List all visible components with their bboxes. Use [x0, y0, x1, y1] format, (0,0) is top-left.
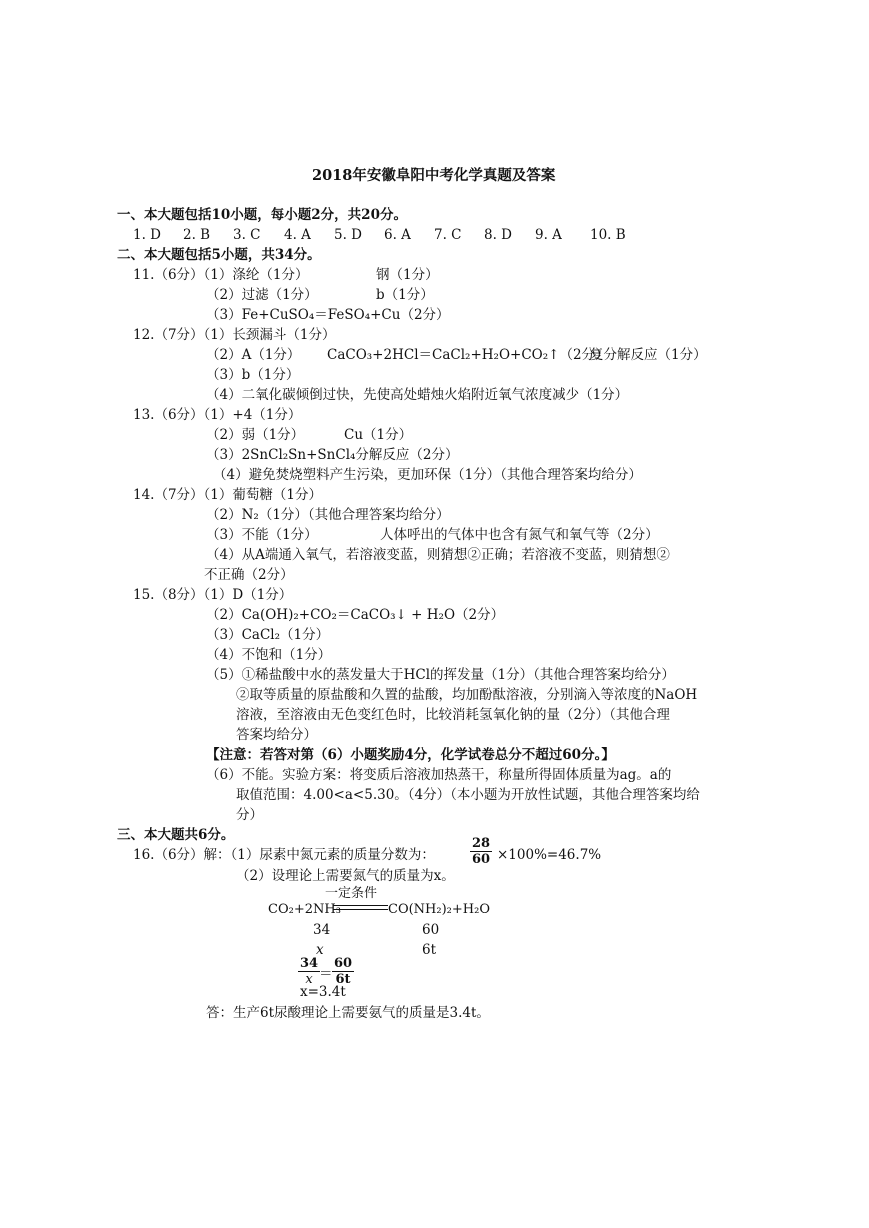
molar-mass-urea: 60	[422, 922, 440, 938]
q11-line-3: （3）Fe+CuSO₄＝FeSO₄+Cu（2分）	[206, 307, 450, 323]
nitrogen-fraction	[470, 836, 492, 867]
q12-line-2: （2）A（1分）	[206, 347, 301, 363]
q11-line-1-b: 钢（1分）	[376, 267, 439, 283]
ratio-right-denominator: 6t	[335, 972, 351, 987]
ratio-right-numerator: 60	[334, 956, 353, 971]
q14-line-1: 14.（7分）（1）葡萄糖（1分）	[133, 487, 322, 503]
section-3-heading: 三、本大题共6分。	[117, 827, 235, 843]
q13-line-2: （2）弱（1分）	[206, 427, 305, 443]
section-2-heading: 二、本大题包括5小题，共34分。	[117, 247, 321, 263]
equation-right: CO(NH₂)₂+H₂O	[388, 902, 490, 917]
answer-10: 10. B	[590, 227, 626, 243]
q15-line-10: 取值范围：4.00<a<5.30。（4分）（本小题为开放性试题，其他合理答案均给	[236, 787, 700, 803]
q14-line-3-b: 人体呼出的气体中也含有氮气和氧气等（2分）	[380, 527, 659, 543]
q16-line-1-tail: ×100%=46.7%	[497, 847, 602, 863]
answer-6: 6. A	[384, 227, 411, 243]
q16-line-1: 16.（6分）解：（1）尿素中氮元素的质量分数为：	[133, 847, 435, 863]
urea-mass: 6t	[422, 942, 437, 958]
equation-double-line-top	[333, 905, 388, 906]
equation-left: CO₂+2NH₃	[268, 902, 341, 917]
nitrogen-fraction-denominator: 60	[472, 852, 491, 867]
q16-answer: 答：生产6t尿酸理论上需要氨气的质量是3.4t。	[206, 1005, 490, 1021]
q16-result: x=3.4t	[300, 984, 346, 1000]
q14-line-4: （4）从A端通入氧气，若溶液变蓝，则猜想②正确；若溶液不变蓝，则猜想②	[206, 547, 670, 563]
nitrogen-fraction-numerator: 28	[472, 836, 491, 851]
answer-2: 2. B	[183, 227, 211, 243]
q15-line-9: （6）不能。实验方案：将变质后溶液加热蒸干，称量所得固体质量为ag。a的	[206, 767, 672, 783]
q13-line-4: （4）避免焚烧塑料产生污染，更加环保（1分）（其他合理答案均给分）	[213, 467, 642, 483]
ratio-left-numerator: 34	[300, 956, 319, 971]
q12-line-1: 12.（7分）（1）长颈漏斗（1分）	[133, 327, 336, 343]
molar-mass-nh3: 34	[313, 922, 331, 938]
q15-line-6: ②取等质量的原盐酸和久置的盐酸，均加酚酞溶液，分别滴入等浓度的NaOH	[236, 687, 698, 703]
reaction-condition: 一定条件	[325, 886, 378, 901]
q15-line-4: （4）不饱和（1分）	[206, 647, 332, 663]
answer-3: 3. C	[233, 227, 261, 243]
answer-9: 9. A	[535, 227, 562, 243]
q15-line-1: 15.（8分）（1）D（1分）	[133, 587, 293, 603]
q12-line-4: （4）二氧化碳倾倒过快，先使高处蜡烛火焰附近氧气浓度减少（1分）	[206, 387, 629, 403]
q12-line-2-b: CaCO₃+2HCl＝CaCl₂+H₂O+CO₂↑（2分）	[327, 347, 609, 363]
q11-line-2: （2）过滤（1分）	[206, 287, 318, 303]
answer-7: 7. C	[434, 227, 462, 243]
answer-1: 1. D	[133, 227, 161, 243]
q14-line-5: 不正确（2分）	[204, 567, 294, 583]
q14-line-2: （2）N₂（1分）（其他合理答案均给分）	[206, 507, 450, 523]
q13-line-3: （3）2SnCl₂Sn+SnCl₄分解反应（2分）	[206, 447, 459, 463]
answer-5: 5. D	[334, 227, 362, 243]
equation-double-line-bottom	[333, 909, 388, 910]
q12-line-3: （3）b（1分）	[206, 367, 300, 383]
q11-line-1: 11.（6分）（1）涤纶（1分）	[133, 267, 309, 283]
answer-4: 4. A	[284, 227, 311, 243]
ratio-equals: ＝	[319, 966, 333, 982]
section-1-heading: 一、本大题包括10小题，每小题2分，共20分。	[117, 207, 407, 223]
q14-line-3: （3）不能（1分）	[206, 527, 318, 543]
q15-line-2: （2）Ca(OH)₂+CO₂＝CaCO₃↓ + H₂O（2分）	[206, 607, 505, 623]
q13-line-1: 13.（6分）（1）+4（1分）	[133, 407, 302, 423]
q16-line-2: （2）设理论上需要氮气的质量为x。	[236, 868, 455, 884]
q15-line-5: （5）①稀盐酸中水的蒸发量大于HCl的挥发量（1分）（其他合理答案均给分）	[206, 667, 675, 683]
document-title: 2018年安徽阜阳中考化学真题及答案	[312, 167, 556, 184]
answer-8: 8. D	[484, 227, 512, 243]
q15-bonus-note: 【注意：若答对第（6）小题奖励4分，化学试卷总分不超过60分。】	[206, 747, 615, 763]
q15-line-8: 答案均给分）	[236, 727, 317, 743]
q15-line-3: （3）CaCl₂（1分）	[206, 627, 330, 643]
ratio-left-denominator: x	[305, 972, 313, 987]
q15-line-7: 溶液，至溶液由无色变红色时，比较消耗氢氧化钠的量（2分）（其他合理	[236, 707, 670, 723]
unknown-x: x	[316, 942, 324, 958]
q15-line-11: 分）	[236, 807, 263, 823]
q11-line-2-b: b（1分）	[376, 287, 434, 303]
q12-line-2-c: 复分解反应（1分）	[590, 347, 707, 363]
q13-line-2-b: Cu（1分）	[344, 427, 413, 443]
